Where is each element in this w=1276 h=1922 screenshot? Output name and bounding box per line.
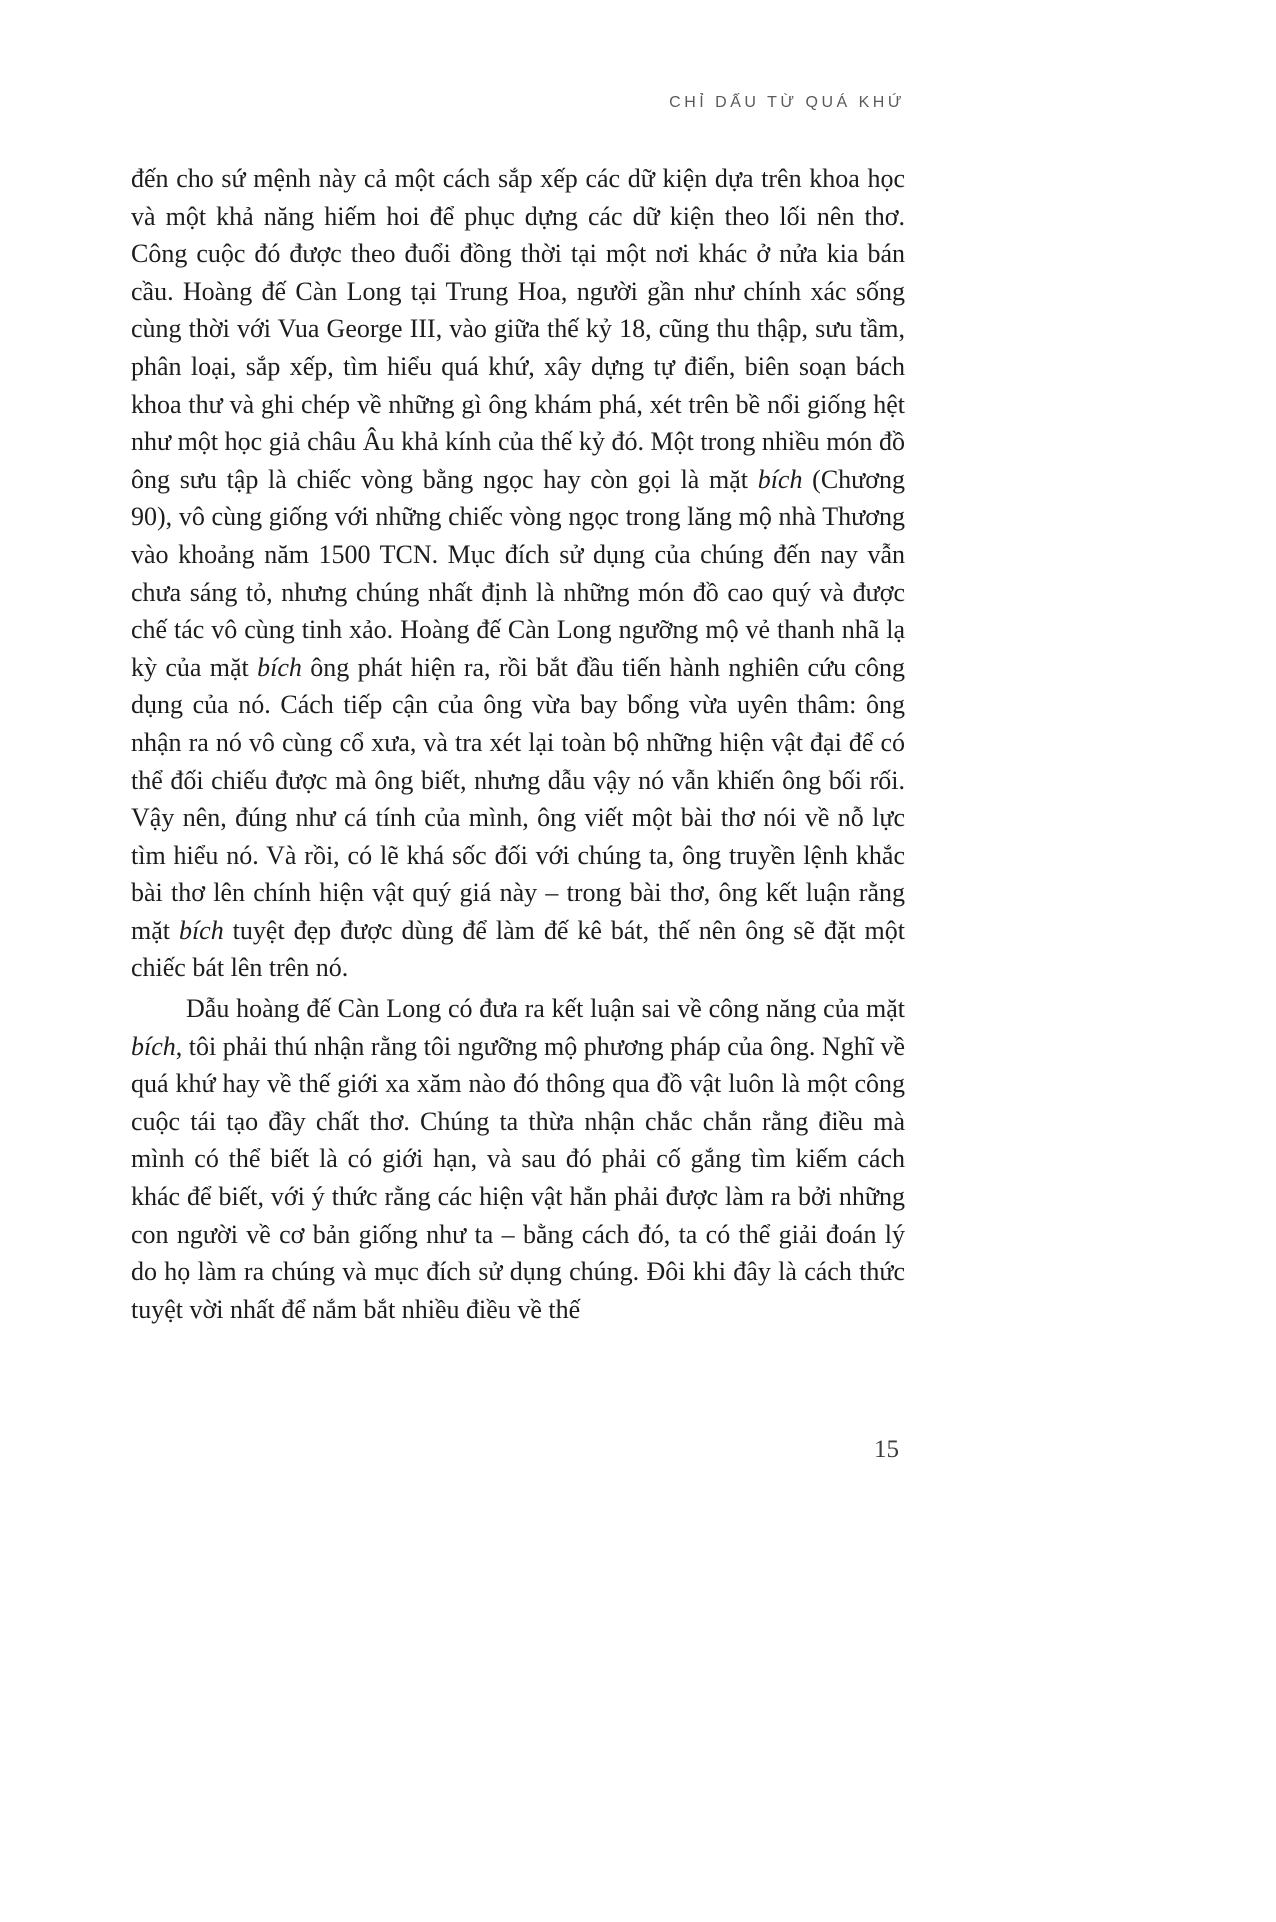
page-number: 15 bbox=[874, 1436, 899, 1463]
text-run: (Chương 90), vô cùng giống với những chiếc vòng ngọc trong lăng mộ nhà Thương vào khoảng năm 1500 TCN. Mục đích sử dụng của chúng đến nay vẫn chưa sáng tỏ, nhưng chúng nhất định là những món đồ cao quý và được chế tác vô cùng tinh xảo. Hoàng đế Càn Long ngưỡng mộ vẻ thanh nhã lạ kỳ của mặt bbox=[131, 464, 906, 682]
text-run: đến cho sứ mệnh này cả một cách sắp xếp các dữ kiện dựa trên khoa học và một khả năng hiếm hoi để phục dựng các dữ kiện theo lối nên thơ. Công cuộc đó được theo đuổi đồng thời tại một nơi khác ở nửa kia bán cầu. Hoàng đế Càn Long tại Trung Hoa, người gần như chính xác sống cùng thời với Vua George III, vào giữa thế kỷ 18, cũng thu thập, sưu tầm, phân loại, sắp xếp, tìm hiểu quá khứ, xây dựng tự điển, biên soạn bách khoa thư và ghi chép về những gì ông khám phá, xét trên bề nổi giống hệt như một học giả châu Âu khả kính của thế kỷ đó. Một trong nhiều món đồ ông sưu tập là chiếc vòng bằng ngọc hay còn gọi là mặt bbox=[131, 164, 905, 494]
text-run: Dẫu hoàng đế Càn Long có đưa ra kết luận sai về công năng của mặt bbox=[186, 994, 905, 1024]
italic-text-run: bích bbox=[757, 464, 803, 494]
running-header bbox=[131, 94, 905, 112]
paragraph bbox=[131, 990, 905, 1328]
running-header-text: CHỈ DẤU TỪ QUÁ KHỨ bbox=[669, 94, 905, 111]
text-run: tuyệt đẹp được dùng để làm đế kê bát, thế nên ông sẽ đặt một chiếc bát lên trên nó. bbox=[131, 915, 905, 983]
text-run: ông phát hiện ra, rồi bắt đầu tiến hành nghiên cứu công dụng của nó. Cách tiếp cận của ông vừa bay bổng vừa uyên thâm: ông nhận ra nó vô cùng cổ xưa, và tra xét lại toàn bộ những hiện vật đại để có thể đối chiếu được mà ông biết, nhưng dẫu vậy nó vẫn khiến ông bối rối. Vậy nên, đúng như cá tính của mình, ông viết một bài thơ nói về nỗ lực tìm hiểu nó. Và rồi, có lẽ khá sốc đối với chúng ta, ông truyền lệnh khắc bài thơ lên chính hiện vật quý giá này – trong bài thơ, ông kết luận rằng mặt bbox=[131, 652, 905, 945]
italic-text-run: bích bbox=[131, 1031, 176, 1061]
italic-text-run: bích bbox=[257, 652, 302, 682]
italic-text-run: bích bbox=[178, 915, 224, 945]
paragraph bbox=[131, 160, 905, 987]
text-run: , tôi phải thú nhận rằng tôi ngưỡng mộ phương pháp của ông. Nghĩ về quá khứ hay về thế giới xa xăm nào đó thông qua đồ vật luôn là một công cuộc tái tạo đầy chất thơ. Chúng ta thừa nhận chắc chắn rằng điều mà mình có thể biết là có giới hạn, và sau đó phải cố gắng tìm kiếm cách khác để biết, với ý thức rằng các hiện vật hẳn phải được làm ra bởi những con người về cơ bản giống như ta – bằng cách đó, ta có thể giải đoán lý do họ làm ra chúng và mục đích sử dụng chúng. Đôi khi đây là cách thức tuyệt vời nhất để nắm bắt nhiều điều về thế bbox=[131, 1031, 905, 1324]
page-footer bbox=[131, 1436, 899, 1464]
body-text bbox=[131, 160, 905, 1328]
